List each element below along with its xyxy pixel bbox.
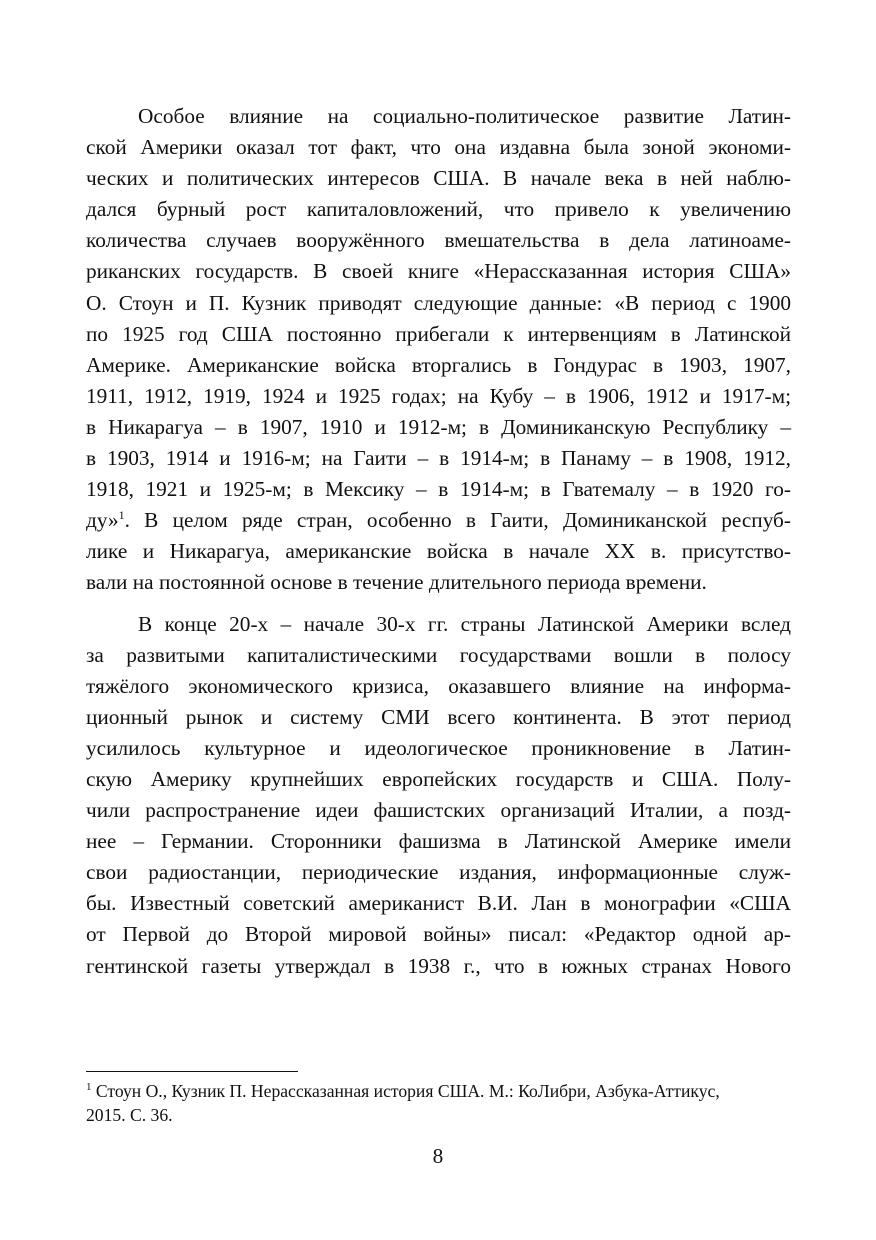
text-line: В конце 20-х – начале 30-х гг. страны Латинской Америки вслед <box>138 611 791 636</box>
text-line: скую Америку крупнейших европейских государств и США. Полу- <box>86 766 791 791</box>
text-line: ционный рынок и систему СМИ всего континента. В этот период <box>86 704 791 729</box>
footnote-separator <box>86 1071 298 1072</box>
text-line: за развитыми капиталистическими государствами вошли в полосу <box>86 642 791 667</box>
text-line: 1911, 1912, 1919, 1924 и 1925 годах; на Кубу – в 1906, 1912 и 1917-м; <box>86 383 791 408</box>
text-line: 1918, 1921 и 1925-м; в Мексику – в 1914-м; в Гватемалу – в 1920 го- <box>86 477 791 502</box>
text-line: риканских государств. В своей книге «Нерассказанная история США» <box>86 259 791 284</box>
text-line: дался бурный рост капиталовложений, что привело к увеличению <box>86 197 791 222</box>
text-line: от Первой до Второй мировой войны» писал: «Редактор одной ар- <box>86 922 791 947</box>
footnote-text: Стоун О., Кузник П. Нерассказанная история США. М.: КоЛибри, Азбука-Аттикус, <box>91 1081 720 1101</box>
paragraph-spacing <box>86 599 791 609</box>
text-line-with-footnote-ref <box>86 505 791 536</box>
text-line: количества случаев вооружённого вмешательства в дела латиноаме- <box>86 228 791 253</box>
paragraph-2 <box>86 609 791 982</box>
text-line: по 1925 год США постоянно прибегали к интервенциям в Латинской <box>86 321 791 346</box>
text-fragment: ду» <box>86 508 119 533</box>
text-line: бы. Известный советский американист В.И. Лан в монографии «США <box>86 891 791 916</box>
text-line: Америке. Американские войска вторгались в Гондурас в 1903, 1907, <box>86 352 791 377</box>
text-line: лике и Никарагуа, американские войска в начале XX в. присутство- <box>86 539 791 564</box>
footnote-reference[interactable]: 1 <box>118 508 125 523</box>
footnote <box>86 1079 791 1127</box>
text-line: Особое влияние на социально-политическое развитие Латин- <box>138 104 791 128</box>
text-line: свои радиостанции, периодические издания, информационные служ- <box>86 860 791 885</box>
text-line: в 1903, 1914 и 1916-м; на Гаити – в 1914-м; в Панаму – в 1908, 1912, <box>86 446 791 471</box>
text-line: в Никарагуа – в 1907, 1910 и 1912-м; в Доминиканскую Республику – <box>86 414 791 439</box>
text-line: нее – Германии. Сторонники фашизма в Латинской Америке имели <box>86 829 791 854</box>
paragraph-1 <box>86 101 791 599</box>
page-number: 8 <box>432 1144 444 1168</box>
text-line: тяжёлого экономического кризиса, оказавшего влияние на информа- <box>86 673 791 698</box>
text-line: чили распространение идеи фашистских организаций Италии, а позд- <box>86 798 791 823</box>
text-line: О. Стоун и П. Кузник приводят следующие данные: «В период с 1900 <box>86 290 791 315</box>
body-text <box>86 101 791 982</box>
text-fragment: . В целом ряде стран, особенно в Гаити, Доминиканской респуб- <box>124 508 791 533</box>
text-line: вали на постоянной основе в течение длительного периода времени. <box>86 570 707 595</box>
footnote-marker: 1 <box>86 1081 92 1094</box>
text-line: гентинской газеты утверждал в 1938 г., что в южных странах Нового <box>86 953 791 978</box>
footnote-line: 2015. С. 36. <box>86 1105 173 1125</box>
text-line: усилилось культурное и идеологическое проникновение в Латин- <box>86 735 791 760</box>
footnote-line <box>86 1079 791 1103</box>
text-line: ской Америки оказал тот факт, что она издавна была зоной экономи- <box>86 135 791 160</box>
text-line: ческих и политических интересов США. В начале века в ней наблю- <box>86 166 791 191</box>
